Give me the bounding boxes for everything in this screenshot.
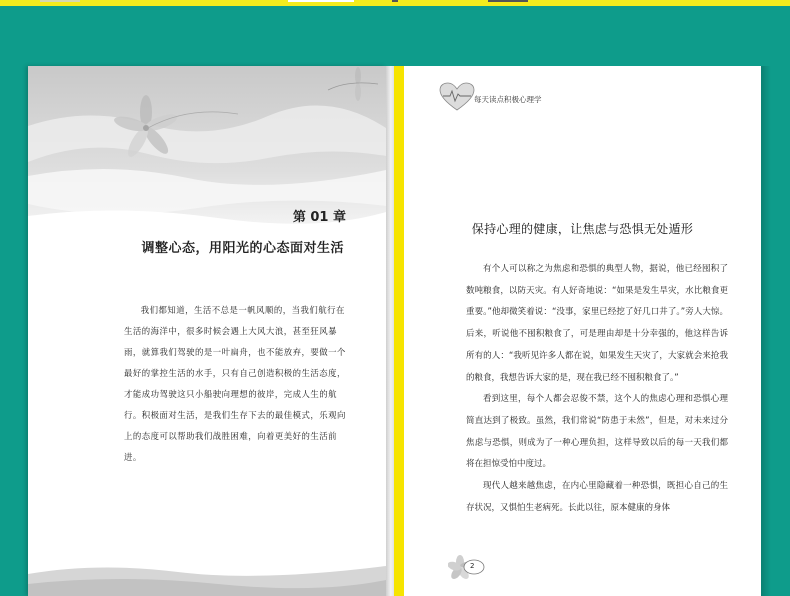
paragraph: 有个人可以称之为焦虑和恐惧的典型人物，据说，他已经囤积了数吨粮食，以防天灾。有人好奇地说：“如果是发生旱灾，水比粮食更重要。”他却微笑着说：“没事，家里已经挖了好几口井了。”旁人大惊。后来，听说他不囤积粮食了，可是理由却是十分幸强的，他这样告诉所有的人：“我听见许多人都在说，如果发生天灾了，大家就会来抢我的粮食，我想告诉大家的是，现在我已经不囤积粮食了。” bbox=[466, 264, 728, 383]
right-page bbox=[404, 66, 761, 596]
strip-mark bbox=[488, 0, 528, 2]
strip-mark bbox=[392, 0, 398, 2]
chapter-number: 第 01 章 bbox=[292, 210, 346, 225]
book-spine bbox=[386, 66, 394, 596]
strip-mark bbox=[40, 0, 80, 2]
cloud-flower-illustration bbox=[28, 66, 386, 256]
body-text bbox=[466, 259, 728, 519]
left-page bbox=[28, 66, 386, 596]
paragraph: 看到这里，每个人都会忍俊不禁，这个人的焦虑心理和恐惧心理简直达到了极致。虽然，我们常说“防患于未然”，但是，对未来过分焦虑与恐惧，则成为了一种心理负担，这样导致以后的每一天我们都将在担惊受怕中度过。 bbox=[466, 394, 728, 470]
page-shadow bbox=[761, 66, 771, 596]
paragraph: 现代人越来越焦虑，在内心里隐藏着一种恐惧，既担心自己的生存状况，又惧怕生老病死。长此以往，原本健康的身体 bbox=[466, 481, 728, 513]
strip-mark bbox=[288, 0, 354, 2]
page-number: 2 bbox=[470, 562, 475, 570]
folio-flower-icon bbox=[448, 554, 488, 582]
running-head bbox=[438, 82, 638, 112]
running-head-title: 每天读点积极心理学 bbox=[474, 95, 542, 104]
spine-accent bbox=[394, 66, 404, 596]
cloud-footer-illustration bbox=[28, 556, 386, 596]
chapter-intro: 我们都知道，生活不总是一帆风顺的，当我们航行在生活的海洋中，很多时候会遇上大风大浪，甚至狂风暴雨，就算我们驾驶的是一叶扁舟，也不能放弃，要做一个最好的掌控生活的水手，只有自己创造积极的生活态度，才能成功驾驶这只小船驶向理想的彼岸，完成人生的航行。积极面对生活，是我们生存下去的最佳模式，乐观向上的态度可以帮助我们战胜困难，向着更美好的生活前进。 bbox=[124, 305, 346, 462]
chapter-title: 调整心态，用阳光的心态面对生活 bbox=[141, 241, 344, 256]
page-number-badge bbox=[448, 554, 488, 582]
heart-logo-icon bbox=[438, 82, 476, 112]
top-strip bbox=[0, 0, 790, 6]
section-title: 保持心理的健康，让焦虑与恐惧无处遁形 bbox=[471, 222, 694, 236]
